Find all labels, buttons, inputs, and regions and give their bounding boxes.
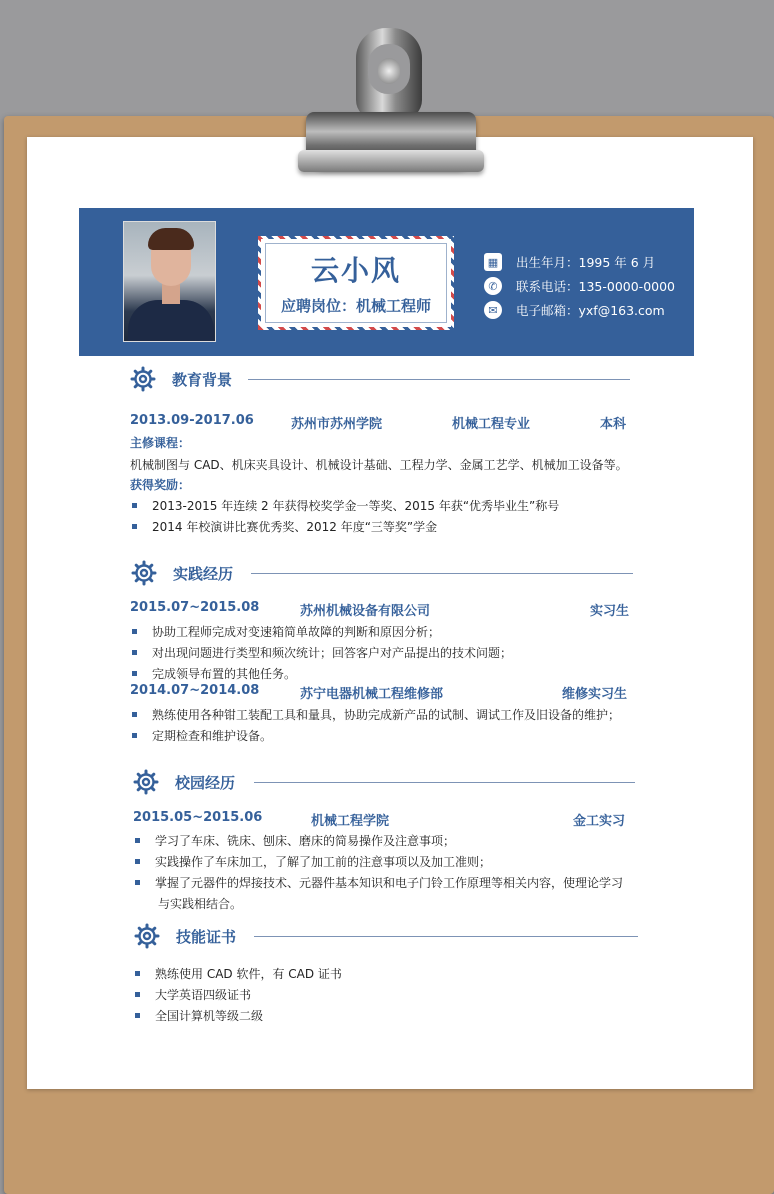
- list-item: 大学英语四级证书: [133, 986, 251, 1003]
- campus-role: 金工实习: [573, 814, 626, 829]
- section-divider: [254, 936, 638, 937]
- job-period: 2014.07~2014.08: [130, 683, 260, 698]
- section-education: [130, 366, 632, 394]
- section-title: 教育背景: [172, 371, 233, 389]
- edu-degree: 本科: [600, 417, 627, 432]
- contact-birth: [484, 252, 655, 272]
- applied-position: 应聘岗位：机械工程师: [280, 297, 431, 315]
- edu-school: 苏州市苏州学院: [291, 417, 383, 432]
- section-campus: [133, 769, 635, 797]
- section-divider: [251, 573, 633, 574]
- list-item: 掌握了元器件的焊接技术、元器件基本知识和电子门铃工作原理等相关内容，使理论学习: [133, 874, 623, 891]
- job-company: 苏宁电器机械工程维修部: [300, 687, 444, 702]
- job-role: 维修实习生: [562, 687, 628, 702]
- awards-label: 获得奖励：: [130, 478, 191, 492]
- gear-icon: [130, 366, 156, 392]
- courses-text: 机械制图与 CAD、机床夹具设计、机械设计基础、工程力学、金属工艺学、机械加工设备等。: [130, 458, 628, 472]
- campus-org: 机械工程学院: [311, 814, 390, 829]
- applicant-name: 云小风: [310, 254, 401, 287]
- list-item: 熟练使用 CAD 软件，有 CAD 证书: [133, 965, 342, 982]
- job-role: 实习生: [590, 604, 630, 619]
- list-item: 对出现问题进行类型和频次统计；回答客户对产品提出的技术问题；: [130, 644, 512, 661]
- list-item: 协助工程师完成对变速箱简单故障的判断和原因分析；: [130, 623, 440, 640]
- list-item: 实践操作了车床加工，了解了加工前的注意事项以及加工准则；: [133, 853, 491, 870]
- list-item: 完成领导布置的其他任务。: [130, 665, 296, 682]
- phone-text: 联系电话：135-0000-0000: [516, 279, 676, 294]
- edu-period: 2013.09-2017.06: [130, 413, 254, 428]
- courses-label: 主修课程：: [130, 436, 191, 450]
- list-item: 学习了车床、铣床、刨床、磨床的简易操作及注意事项；: [133, 832, 455, 849]
- list-item: 熟练使用各种钳工装配工具和量具，协助完成新产品的试制、调试工作及旧设备的维护；: [130, 706, 620, 723]
- gear-icon: [133, 769, 159, 795]
- section-title: 实践经历: [173, 565, 234, 583]
- gear-icon: [131, 560, 157, 586]
- list-item: 定期检查和维护设备。: [130, 727, 272, 744]
- mail-icon: ✉: [484, 301, 502, 319]
- section-divider: [254, 782, 635, 783]
- list-item: 2014 年校演讲比赛优秀奖、2012 年度“三等奖”学金: [130, 518, 437, 535]
- gear-icon: [134, 923, 160, 949]
- list-item: 全国计算机等级二级: [133, 1007, 263, 1024]
- clip-ring-inner: [378, 58, 400, 84]
- calendar-icon: ▦: [484, 253, 502, 271]
- profile-photo: [123, 221, 216, 342]
- list-item: 2013-2015 年连续 2 年获得校奖学金一等奖、2015 年获“优秀毕业生”称号: [130, 497, 559, 514]
- contact-phone: [484, 276, 675, 296]
- phone-icon: ✆: [484, 277, 502, 295]
- contact-email: [484, 300, 665, 320]
- section-practice: [131, 560, 633, 588]
- section-divider: [248, 379, 630, 380]
- job-period: 2015.07~2015.08: [130, 600, 260, 615]
- email-text: 电子邮箱：yxf@163.com: [516, 303, 665, 318]
- section-title: 技能证书: [176, 928, 237, 946]
- birth-text: 出生年月：1995 年 6 月: [516, 255, 656, 270]
- section-title: 校园经历: [175, 774, 236, 792]
- edu-major: 机械工程专业: [452, 417, 531, 432]
- job-company: 苏州机械设备有限公司: [300, 604, 431, 619]
- name-box: [258, 236, 454, 330]
- list-item-continuation: 与实践相结合。: [158, 897, 243, 911]
- campus-period: 2015.05~2015.06: [133, 810, 263, 825]
- clip-bar-edge: [298, 150, 484, 172]
- section-skills: [134, 923, 638, 951]
